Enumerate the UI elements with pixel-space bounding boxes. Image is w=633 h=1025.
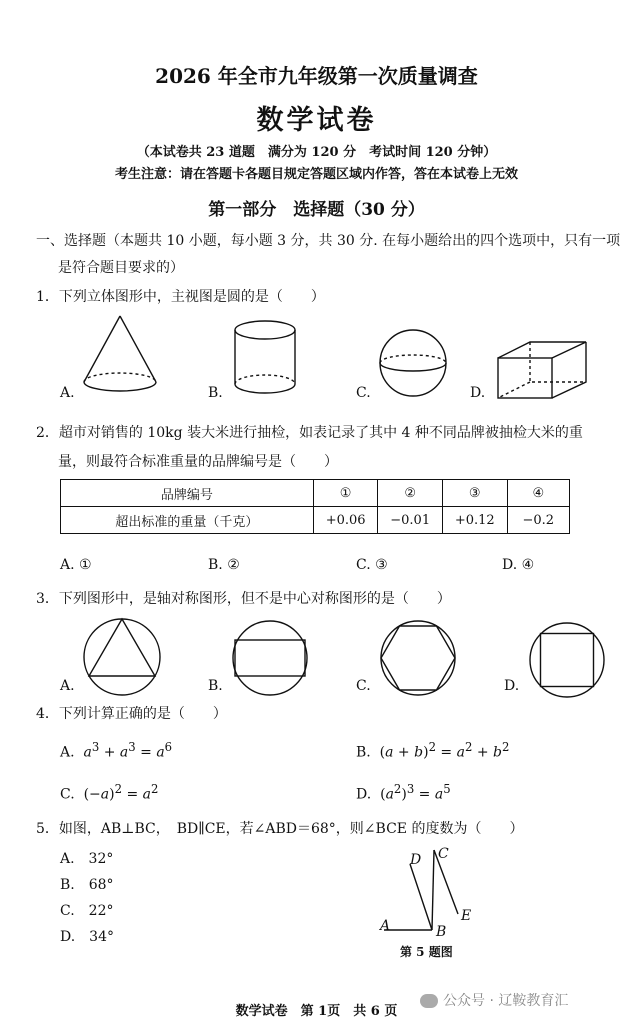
q1-cylinder-figure [230,318,300,398]
q5-option-c: C. 22° [60,903,114,919]
table-cell: 品牌编号 [61,480,314,507]
q3-circle-triangle-figure [82,617,162,697]
q4-stem: 4．下列计算正确的是（ ） [36,706,227,722]
part-heading: 第一部分 选择题（30 分） [208,200,425,220]
exam-notice: 考生注意：请在答题卡各题目规定答题区域内作答，答在本试卷上无效 [114,167,518,182]
q5-stem: 5．如图，AB⊥BC， BD∥CE，若∠ABD＝68°，则∠BCE 的度数为（ ） [36,821,524,837]
q1-sphere-figure [378,328,448,398]
q3-option-a: A. [60,678,75,694]
section-instructions-1: 一、选择题（本题共 10 小题，每小题 3 分，共 30 分. 在每小题给出的四个选项中，只有一项 [36,233,621,249]
table-row [61,480,570,507]
q2-option-b: B. ② [208,557,240,573]
table-cell: +0.06 [313,507,378,534]
q2-stem-2: 量，则最符合标准重量的品牌编号是（ ） [58,454,338,470]
section-instructions-2: 是符合题目要求的） [58,260,184,276]
table-cell: +0.12 [442,507,507,534]
table-cell: −0.2 [507,507,569,534]
q1-option-a: A. [60,385,75,401]
point-label-e: E [461,908,472,924]
point-label-c: C [438,846,449,862]
exam-info: （本试卷共 23 道题 满分为 120 分 考试时间 120 分钟） [136,145,497,160]
q1-option-d: D. [470,385,486,401]
q5-option-b: B. 68° [60,877,114,893]
q5-option-a: A. 32° [60,851,114,867]
point-label-b: B [436,924,447,940]
q4-option-b-label: B. [356,744,371,761]
table-cell: −0.01 [378,507,443,534]
q3-stem: 3．下列图形中，是轴对称图形，但不是中心对称图形的是（ ） [36,591,451,607]
table-cell: 超出标准的重量（千克） [61,507,314,534]
q4-option-a-label: A. [60,744,75,761]
point-label-a: A [380,918,391,934]
q3-option-b: B. [208,678,223,694]
subject-title: 数学试卷 [256,105,377,136]
q5-figure-caption: 第 5 题图 [400,945,453,959]
q4-option-d-label: D. [356,786,372,803]
watermark [420,990,568,1010]
q4-option-c: C. $(-a)^2 = a^2$ [60,782,159,803]
q4-option-b: B. $(a + b)^2 = a^2 + b^2$ [356,740,510,761]
q3-option-d: D. [504,678,520,694]
q1-cone-figure [80,312,160,394]
table-cell: ① [313,480,378,507]
q3-circle-square-figure [527,620,607,700]
q2-option-c: C. ③ [356,557,388,573]
watermark-text: 公众号 · 辽鞍教育汇 [443,993,569,1009]
point-label-d: D [410,852,422,868]
q4-option-d: D. $(a^2)^3 = a^5$ [356,782,451,803]
q4-option-c-label: C. [60,786,75,803]
q1-stem: 1．下列立体图形中，主视图是圆的是（ ） [36,289,325,305]
page-footer: 数学试卷 第 1页 共 6 页 [235,1004,398,1019]
q5-geometry-figure [370,842,490,942]
table-row [61,507,570,534]
q5-option-d: D. 34° [60,929,114,945]
q3-option-c: C. [356,678,371,694]
q2-option-d: D. ④ [502,557,535,573]
q2-option-a: A. ① [60,557,92,573]
wechat-icon [420,994,438,1008]
exam-title: 2026 年全市九年级第一次质量调查 [155,64,478,88]
q4-option-a: A. $a^3 + a^3 = a^6$ [60,740,173,761]
q1-option-b: B. [208,385,223,401]
table-cell: ④ [507,480,569,507]
q3-circle-hexagon-figure [378,618,458,698]
q3-circle-rectangle-figure [230,618,310,698]
table-cell: ② [378,480,443,507]
q1-cuboid-figure [494,340,590,406]
q1-option-c: C. [356,385,371,401]
q2-brand-table [60,479,570,534]
table-cell: ③ [442,480,507,507]
q2-stem-1: 2．超市对销售的 10kg 装大米进行抽检，如表记录了其中 4 种不同品牌被抽检大米的重 [36,425,583,441]
